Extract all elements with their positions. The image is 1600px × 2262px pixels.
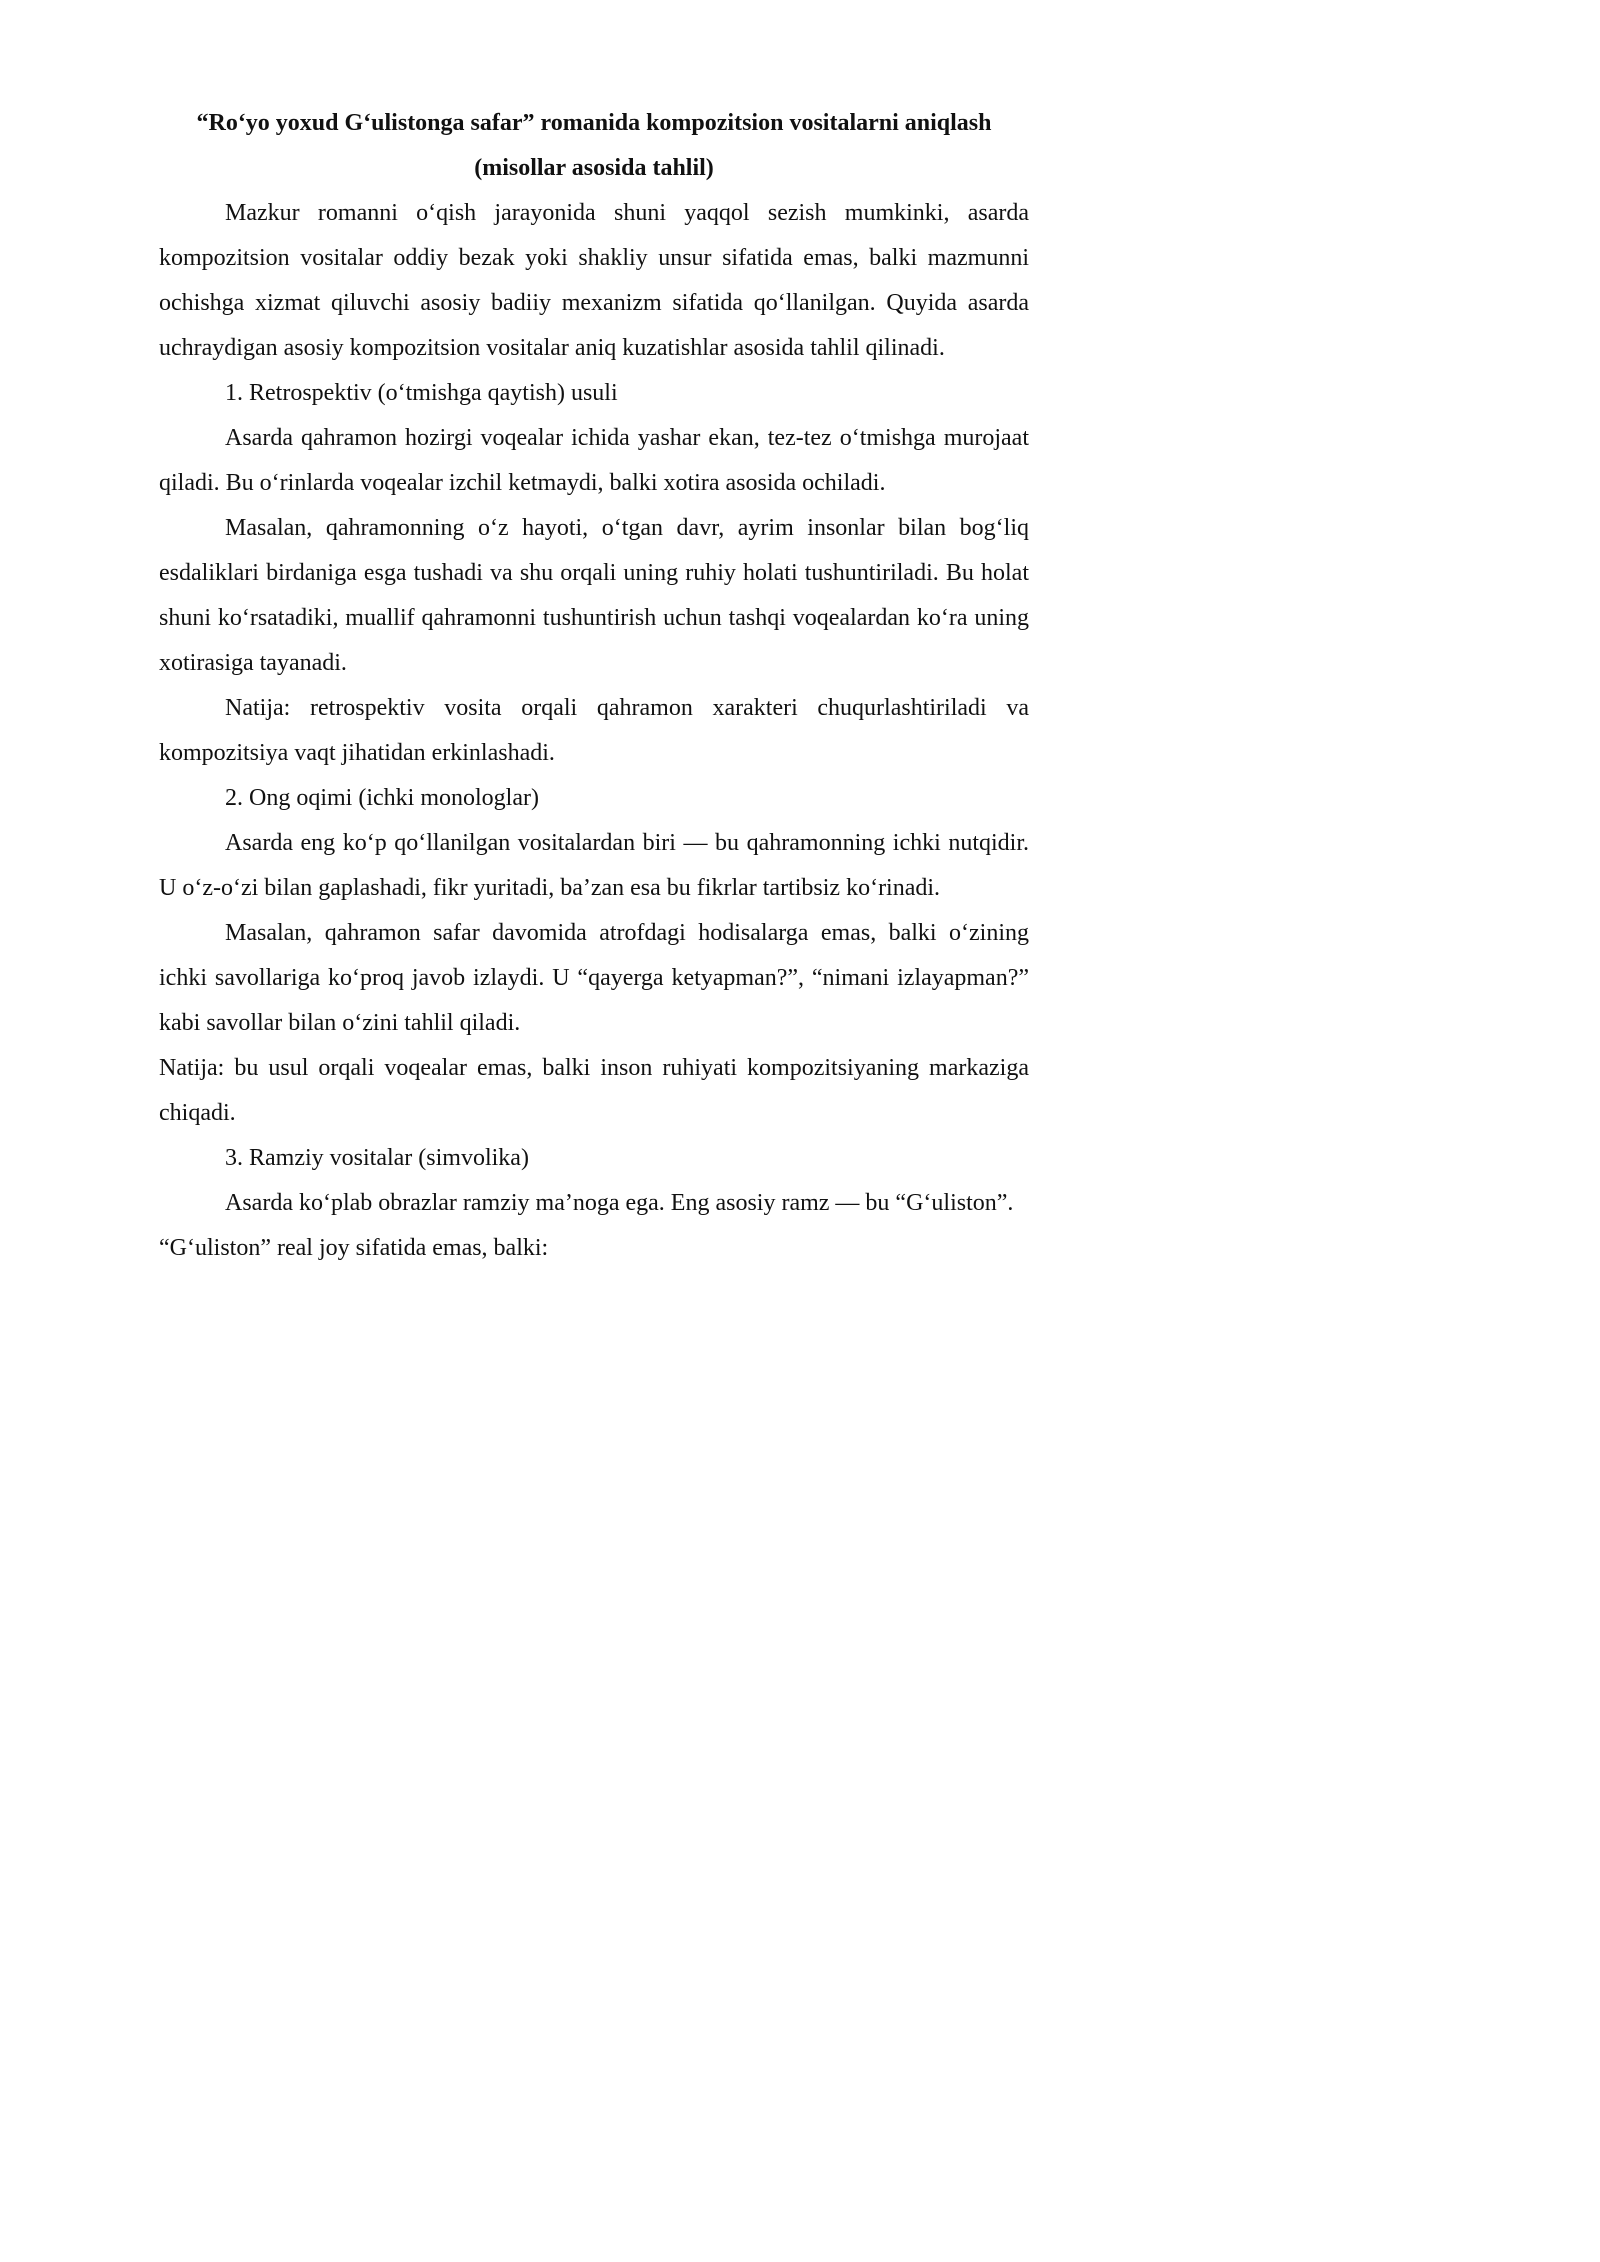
paragraph-guliston: “G‘uliston” real joy sifatida emas, balki: [159,1235,549,1261]
section-heading-3: 3. Ramziy vositalar (simvolika) [225,1145,529,1171]
paragraph-retrospective: Asarda qahramon hozirgi voqealar ichida yashar ekan, tez-tez o‘tmishga murojaat qiladi. Bu o‘rinlarda voqealar izchil ketmaydi, balki xotira asosida ochiladi. [159,425,1029,496]
section-heading-1: 1. Retrospektiv (o‘tmishga qaytish) usuli [225,380,618,406]
paragraph-retrospective-result: Natija: retrospektiv vosita orqali qahramon xarakteri chuqurlashtiriladi va kompozitsiya vaqt jihatidan erkinlashadi. [159,695,1029,766]
paragraph-monologue-example: Masalan, qahramon safar davomida atrofdagi hodisalarga emas, balki o‘zining ichki savollariga ko‘proq javob izlaydi. U “qayerga ketyapman?”, “nimani izlayapman?” kabi savollar bilan o‘zini tahlil qiladi. [159,920,1029,1036]
section-heading-2: 2. Ong oqimi (ichki monologlar) [225,785,539,811]
document-title-line-1: “Ro‘yo yoxud G‘ulistonga safar” romanida kompozitsion vositalarni aniqlash [196,110,992,136]
document-title-line-2: (misollar asosida tahlil) [474,155,714,181]
paragraph-retrospective-example: Masalan, qahramonning o‘z hayoti, o‘tgan davr, ayrim insonlar bilan bog‘liq esdaliklari birdaniga esga tushadi va shu orqali uning ruhiy holati tushuntiriladi. Bu holat shuni ko‘rsatadiki, muallif qahramonni tushuntirish uchun tashqi voqealardan ko‘ra uning xotirasiga tayanadi. [159,515,1029,676]
document-page [0,0,1100,1556]
paragraph-monologue: Asarda eng ko‘p qo‘llanilgan vositalardan biri — bu qahramonning ichki nutqidir. U o‘z-o‘zi bilan gaplashadi, fikr yuritadi, ba’zan esa bu fikrlar tartibsiz ko‘rinadi. [159,830,1029,901]
document-body [159,101,1029,1271]
paragraph-symbolism: Asarda ko‘plab obrazlar ramziy ma’noga ega. Eng asosiy ramz — bu “G‘uliston”. [225,1190,1014,1216]
paragraph-intro: Mazkur romanni o‘qish jarayonida shuni yaqqol sezish mumkinki, asarda kompozitsion vositalar oddiy bezak yoki shakliy unsur sifatida emas, balki mazmunni ochishga xizmat qiluvchi asosiy badiiy mexanizm sifatida qo‘llanilgan. Quyida asarda uchraydigan asosiy kompozitsion vositalar aniq kuzatishlar asosida tahlil qilinadi. [159,200,1029,361]
paragraph-monologue-result: Natija: bu usul orqali voqealar emas, balki inson ruhiyati kompozitsiyaning markaziga chiqadi. [159,1055,1029,1126]
